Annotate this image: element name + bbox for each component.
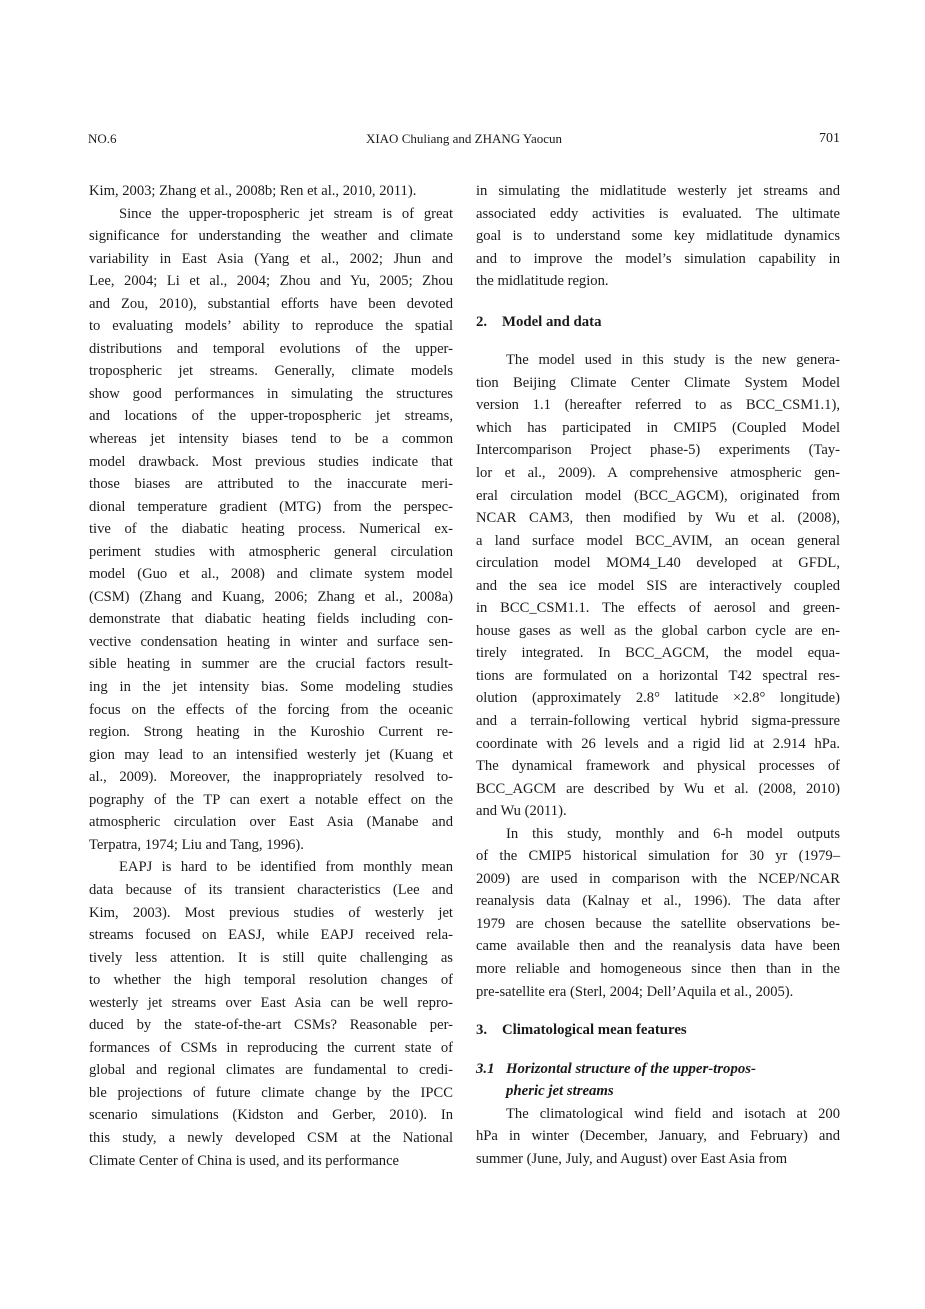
paragraph [89,180,453,203]
text-line: tive of the diabatic heating process. Numerical ex- [89,521,453,538]
subsection-3-1-title-line-1: Horizontal structure of the upper-tropos- [506,1060,756,1077]
text-line: came available then and the reanalysis data have been [476,938,840,955]
text-line: Lee, 2004; Li et al., 2004; Zhou and Yu, 2005; Zhou [89,273,453,290]
intro-paragraph-continued [476,180,840,293]
text-line: formances of CSMs in reproducing the current state of [89,1039,453,1056]
text-line: to whether the high temporal resolution changes of [89,972,453,989]
text-line: significance for understanding the weather and climate [89,228,453,245]
text-line: NCAR CAM3, then modified by Wu et al. (2008), [476,510,840,527]
text-line: and Wu (2011). [476,803,567,820]
text-line: focus on the effects of the forcing from the oceanic [89,701,453,718]
text-line: and Zou, 2010), substantial efforts have been devoted [89,295,453,312]
text-line: scenario simulations (Kidston and Gerber, 2010). In [89,1107,453,1124]
section-2-heading [476,311,840,334]
page-number: 701 [819,131,840,146]
paragraph [476,823,840,1003]
text-line: Since the upper-tropospheric jet stream is of great [119,205,453,222]
text-line: sible heating in summer are the crucial factors result- [89,656,453,673]
text-line: of the CMIP5 historical simulation for 30 yr (1979– [476,848,840,865]
text-line: reanalysis data (Kalnay et al., 1996). The data after [476,893,840,910]
text-line: the midlatitude region. [476,273,609,290]
text-line: dional temperature gradient (MTG) from the perspec- [89,498,453,515]
paragraph [89,856,453,1172]
text-line: The dynamical framework and physical processes of [476,758,840,775]
text-line: vective condensation heating in winter and surface sen- [89,633,453,650]
text-line: show good performances in simulating the structures [89,385,453,402]
text-line: whereas jet intensity biases tend to be a common [89,431,453,448]
text-line: atmospheric circulation over East Asia (Manabe and [89,814,453,831]
text-line: olution (approximately 2.8° latitude ×2.8° longitude) [476,690,840,707]
text-line: tirely integrated. In BCC_AGCM, the model equa- [476,645,840,662]
issue-number: NO.6 [88,131,117,146]
paragraph [476,349,840,822]
text-line: 1979 are chosen because the satellite observations be- [476,915,840,932]
text-line: BCC_AGCM are described by Wu et al. (2008, 2010) [476,780,840,797]
subsection-3-1-title-line-2: pheric jet streams [506,1083,614,1100]
section-3-title: Climatological mean features [502,1022,687,1039]
text-line: lor et al., 2009). A comprehensive atmospheric gen- [476,464,840,481]
right-column [476,180,840,1170]
text-line: EAPJ is hard to be identified from monthly mean [119,859,453,876]
text-line: and locations of the upper-tropospheric jet streams, [89,408,453,425]
text-line: which has participated in CMIP5 (Coupled Model [476,419,840,436]
text-line: data because of its transient characteristics (Lee and [89,881,453,898]
text-line: duced by the state-of-the-art CSMs? Reasonable per- [89,1017,453,1034]
text-line: and a terrain-following vertical hybrid sigma-pressure [476,712,840,729]
paragraph [476,1103,840,1171]
text-line: to evaluating models’ ability to reproduce the spatial [89,318,453,335]
text-line: model (Guo et al., 2008) and climate system model [89,566,453,583]
text-line: associated eddy activities is evaluated. The ultimate [476,205,840,222]
text-line: coordinate with 26 levels and a rigid lid at 2.914 hPa. [476,735,840,752]
text-line: westerly jet streams over East Asia can be well repro- [89,994,453,1011]
text-line: global and regional climates are fundamental to credi- [89,1062,453,1079]
text-line: in simulating the midlatitude westerly jet streams and [476,183,840,199]
text-line: Climate Center of China is used, and its performance [89,1152,400,1169]
text-line: hPa in winter (December, January, and February) and [476,1128,840,1145]
text-line: ing in the jet intensity bias. Some modeling studies [89,679,453,696]
text-line: and to improve the model’s simulation capability in [476,250,840,267]
text-line: region. Strong heating in the Kuroshio Current re- [89,724,453,741]
text-line: The climatological wind field and isotach at 200 [506,1105,840,1122]
text-line: The model used in this study is the new genera- [506,352,840,369]
text-line: periment studies with atmospheric general circulation [89,543,453,560]
text-line: goal is to understand some key midlatitude dynamics [476,228,840,245]
text-line: tively less attention. It is still quite challenging as [89,949,453,966]
text-line: this study, a newly developed CSM at the National [89,1129,453,1146]
text-line: Intercomparison Project phase-5) experiments (Tay- [476,442,840,459]
paragraph [89,203,453,857]
text-line: pography of the TP can exert a notable effect on the [89,791,453,808]
text-line: variability in East Asia (Yang et al., 2002; Jhun and [89,250,453,267]
text-line: circulation model MOM4_L40 developed at GFDL, [476,555,840,572]
text-line: in BCC_CSM1.1. The effects of aerosol and green- [476,600,840,617]
text-line: Kim, 2003; Zhang et al., 2008b; Ren et al., 2010, 2011). [89,183,417,199]
text-line: pre-satellite era (Sterl, 2004; Dell’Aquila et al., 2005). [476,983,794,1000]
section-2-body [476,349,840,1003]
text-line: tropospheric jet streams. Generally, climate models [89,363,453,380]
section-3-body [476,1103,840,1171]
text-line: a land surface model BCC_AVIM, an ocean general [476,532,840,549]
text-line: those biases are attributed to the inaccurate meri- [89,476,453,493]
text-line: tion Beijing Climate Center Climate System Model [476,374,840,391]
running-authors: XIAO Chuliang and ZHANG Yaocun [365,131,563,146]
section-3-heading [476,1019,840,1042]
section-3-number: 3. [476,1022,488,1039]
text-line: eral circulation model (BCC_AGCM), originated from [476,487,840,504]
text-line: In this study, monthly and 6-h model outputs [506,825,840,842]
text-line: Terpatra, 1974; Liu and Tang, 1996). [89,836,304,853]
text-line: streams focused on EASJ, while EAPJ received rela- [89,927,453,944]
text-line: model drawback. Most previous studies indicate that [89,453,453,470]
text-line: ble projections of future climate change by the IPCC [89,1084,453,1101]
section-2-title: Model and data [502,313,602,330]
text-line: tions are formulated on a horizontal T42 spectral res- [476,667,840,684]
text-line: more reliable and homogeneous since then than in the [476,961,840,977]
paragraph [476,180,840,293]
text-line: (CSM) (Zhang and Kuang, 2006; Zhang et al., 2008a) [89,588,453,605]
text-line: summer (June, July, and August) over East Asia from [476,1150,788,1167]
text-line: and the sea ice model SIS are interactively coupled [476,577,840,594]
text-line: distributions and temporal evolutions of the upper- [89,340,453,357]
text-line: 2009) are used in comparison with the NCEP/NCAR [476,870,840,887]
section-2-number: 2. [476,313,488,330]
subsection-3-1-heading [476,1058,840,1103]
text-line: house gases as well as the global carbon cycle are en- [476,622,840,639]
text-line: Kim, 2003). Most previous studies of westerly jet [89,904,453,921]
text-line: gion may lead to an intensified westerly jet (Kuang et [89,746,453,763]
text-line: version 1.1 (hereafter referred to as BCC_CSM1.1), [476,397,840,414]
subsection-3-1-number: 3.1 [476,1060,495,1077]
text-line: demonstrate that diabatic heating fields including con- [89,611,453,628]
text-line: al., 2009). Moreover, the inappropriately resolved to- [89,769,453,786]
running-head [88,131,840,149]
left-column [89,180,453,1172]
